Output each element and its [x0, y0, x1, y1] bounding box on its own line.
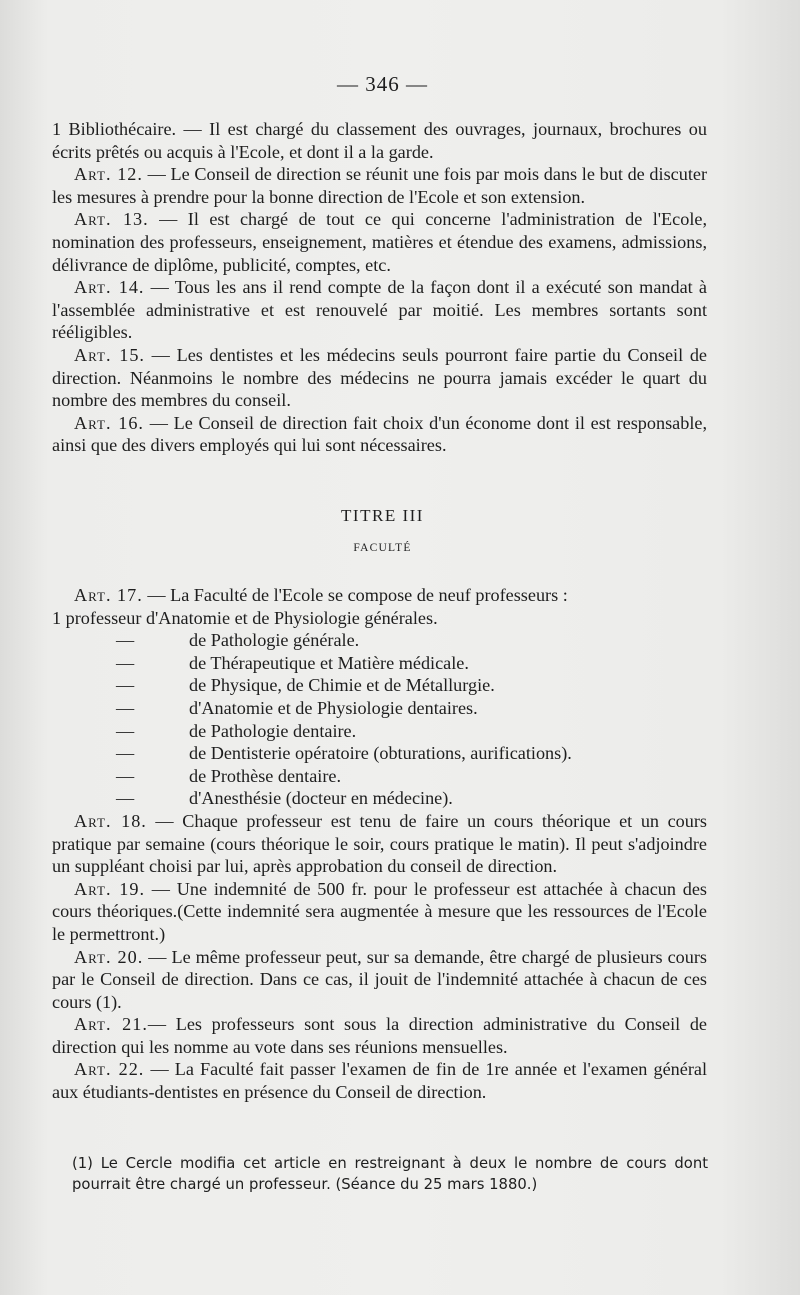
footnote: (1) Le Cercle modifia cet article en restreignant à deux le nombre de cours dont pourrait être chargé un professeur. (Séance du 25 mars 1880.) [72, 1155, 708, 1193]
article-label: Art. 17. [74, 585, 143, 605]
article-14: Art. 14. — Tous les ans il rend compte de la façon dont il a exécuté son mandat à l'assemblée administrative et est renouvelé par moitié. Les membres sortants sont rééligibles. [52, 277, 707, 343]
list-item: — de Thérapeutique et Matière médicale. [116, 652, 469, 673]
article-20: Art. 20. — Le même professeur peut, sur sa demande, être chargé de plusieurs cours par le Conseil de direction. Dans ce cas, il jouit de l'indemnité attachée à chacun de ces cours (1). [52, 946, 707, 1012]
article-label: Art. 16. [74, 412, 144, 433]
list-item: — d'Anesthésie (docteur en médecine). [116, 788, 453, 809]
faculty-articles [52, 584, 707, 1104]
section-subtitle: FACULTÉ [353, 542, 412, 554]
top-articles [52, 118, 707, 457]
list-item: — de Prothèse dentaire. [116, 765, 342, 786]
article-21: Art. 21.— Les professeurs sont sous la direction administrative du Conseil de direction qui les nomme au vote dans ses réunions mensuelles. [52, 1014, 707, 1057]
list-item: — de Pathologie dentaire. [116, 720, 357, 741]
professor-list [52, 629, 707, 810]
paragraph-bibliothecaire: 1 Bibliothécaire. — Il est chargé du classement des ouvrages, journaux, brochures ou écrits prêtés ou acquis à l'Ecole, et dont il a la garde. [52, 119, 707, 162]
article-13: Art. 13. — Il est chargé de tout ce qui concerne l'administration de l'Ecole, nomination des professeurs, enseignement, matières et étendue des examens, admissions, délivrance de diplôme, publicité, comptes, etc. [52, 209, 708, 275]
article-label: Art. 12. [74, 164, 143, 185]
article-label: Art. 19. [74, 878, 146, 899]
article-19: Art. 19. — Une indemnité de 500 fr. pour le professeur est attachée à chacun des cours théoriques.(Cette indemnité sera augmentée à mesure que les ressources de l'Ecole le permettront.) [52, 878, 708, 944]
article-16: Art. 16. — Le Conseil de direction fait choix d'un économe dont il est responsable, ainsi que des divers employés qui lui sont nécessaires. [52, 412, 707, 456]
article-label: Art. 18. [74, 810, 147, 831]
article-label: Art. 20. [74, 946, 144, 967]
page-number: — 346 — [337, 72, 428, 96]
article-label: Art. 21. [74, 1014, 148, 1035]
first-professor: 1 professeur d'Anatomie et de Physiologie générales. [52, 607, 438, 628]
list-item: — de Physique, de Chimie et de Métallurgie. [116, 675, 495, 696]
list-item: — de Pathologie générale. [116, 630, 360, 651]
list-item: — d'Anatomie et de Physiologie dentaires. [116, 697, 478, 718]
article-17: Art. 17. — La Faculté de l'Ecole se compose de neuf professeurs : [74, 585, 568, 605]
article-15: Art. 15. — Les dentistes et les médecins seuls pourront faire partie du Conseil de direction. Néanmoins le nombre des médecins ne pourra jamais excéder le quart du nombre des membres du conseil. [52, 344, 707, 411]
section-title: TITRE III [341, 506, 424, 525]
article-label: Art. 14. [74, 277, 145, 298]
article-label: Art. 15. [74, 344, 145, 365]
list-item: — de Dentisterie opératoire (obturations, aurifications). [116, 743, 572, 764]
article-18: Art. 18. — Chaque professeur est tenu de faire un cours théorique et un cours pratique par semaine (cours théorique le soir, cours pratique le matin). Il peut s'adjoindre un suppléant choisi par lui, après approbation du conseil de direction. [52, 810, 707, 877]
article-label: Art. 13. [74, 209, 149, 230]
article-12: Art. 12. — Le Conseil de direction se réunit une fois par mois dans le but de discuter les mesures à prendre pour la bonne direction de l'Ecole et son extension. [52, 164, 708, 207]
article-22: Art. 22. — La Faculté fait passer l'examen de fin de 1re année et l'examen général aux étudiants-dentistes en présence du Conseil de direction. [52, 1059, 708, 1103]
article-label: Art. 22. [74, 1059, 145, 1080]
